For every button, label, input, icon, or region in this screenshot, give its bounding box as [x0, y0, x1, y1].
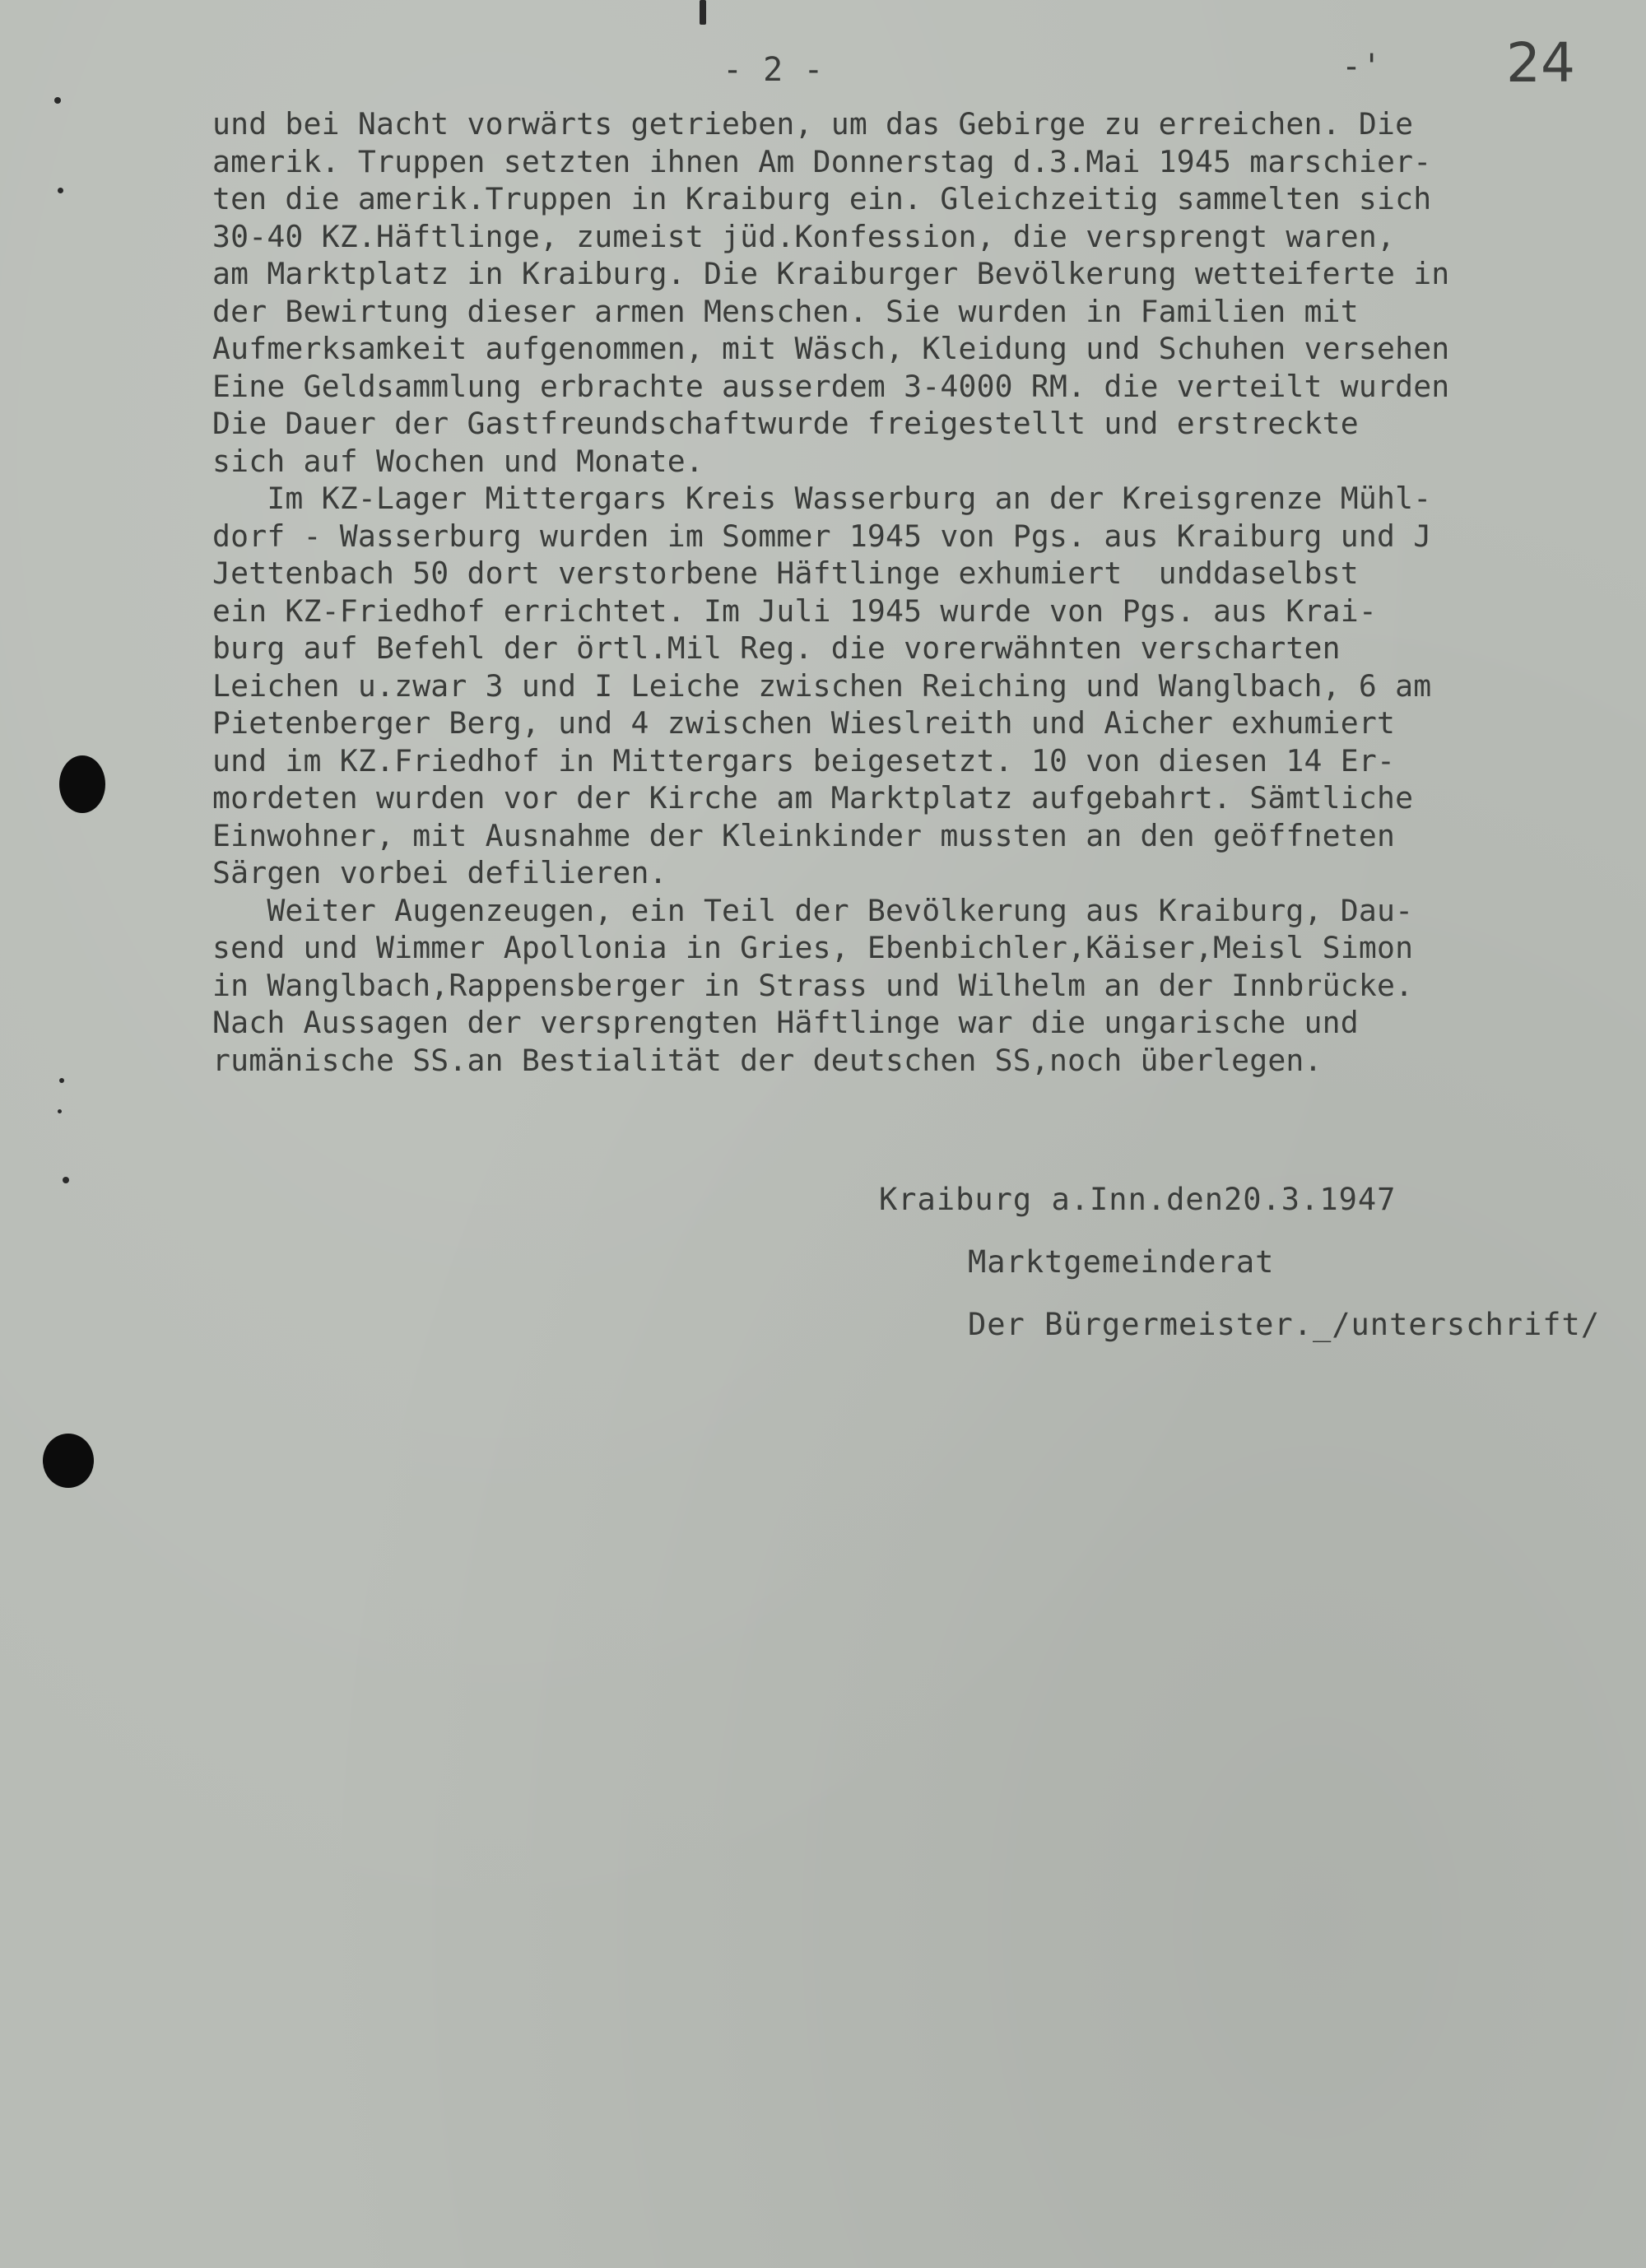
signature-block: [879, 1169, 1600, 1356]
corner-mark: -': [1341, 48, 1383, 86]
body-line: ein KZ-Friedhof errichtet. Im Juli 1945 wurde von Pgs. aus Krai-: [212, 593, 1377, 629]
folio-number: 24: [1506, 31, 1575, 95]
margin-speck: [58, 1109, 62, 1113]
body-line: Nach Aussagen der versprengten Häftlinge war die ungarische und: [212, 1005, 1359, 1040]
body-line: amerik. Truppen setzten ihnen Am Donnerstag d.3.Mai 1945 marschier-: [212, 143, 1432, 179]
body-line: am Marktplatz in Kraiburg. Die Kraiburger Bevölkerung wetteiferte in: [212, 256, 1450, 291]
body-line: Jettenbach 50 dort verstorbene Häftlinge exhumiert unddaselbst: [212, 555, 1359, 591]
body-line: mordeten wurden vor der Kirche am Marktplatz aufgebahrt. Sämtliche: [212, 780, 1414, 816]
body-line: Aufmerksamkeit aufgenommen, mit Wäsch, Kleidung und Schuhen versehen: [212, 331, 1450, 366]
body-text: [212, 105, 1646, 1079]
body-line: der Bewirtung dieser armen Menschen. Sie wurden in Familien mit: [212, 293, 1359, 329]
body-line: Weiter Augenzeugen, ein Teil der Bevölkerung aus Kraiburg, Dau-: [212, 892, 1414, 928]
body-line: 30-40 KZ.Häftlinge, zumeist jüd.Konfession, die versprengt waren,: [212, 218, 1396, 254]
body-line: Die Dauer der Gastfreundschaftwurde freigestellt und erstreckte: [212, 406, 1359, 441]
punch-hole-upper: [59, 755, 105, 813]
body-line: dorf - Wasserburg wurden im Sommer 1945 von Pgs. aus Kraiburg und J: [212, 518, 1432, 554]
margin-speck: [58, 188, 63, 193]
body-line: Einwohner, mit Ausnahme der Kleinkinder mussten an den geöffneten: [212, 817, 1396, 853]
margin-speck: [59, 1078, 64, 1083]
punch-hole-lower: [43, 1434, 94, 1488]
body-line: send und Wimmer Apollonia in Gries, Ebenbichler,Käiser,Meisl Simon: [212, 930, 1414, 965]
body-line: rumänische SS.an Bestialität der deutschen SS,noch überlegen.: [212, 1042, 1323, 1078]
body-line: Im KZ-Lager Mittergars Kreis Wasserburg an der Kreisgrenze Mühl-: [212, 481, 1432, 516]
body-line: in Wanglbach,Rappensberger in Strass und Wilhelm an der Innbrücke.: [212, 967, 1414, 1003]
body-line: Pietenberger Berg, und 4 zwischen Wieslreith und Aicher exhumiert: [212, 705, 1396, 741]
place-date: Kraiburg a.Inn.den20.3.1947: [879, 1182, 1397, 1217]
council-name: Marktgemeinderat: [968, 1244, 1275, 1280]
mayor-signature: Der Bürgermeister._/unterschrift/: [968, 1307, 1601, 1342]
body-line: Eine Geldsammlung erbrachte ausserdem 3-4000 RM. die verteilt wurden: [212, 368, 1450, 404]
margin-speck: [54, 97, 61, 104]
body-line: burg auf Befehl der örtl.Mil Reg. die vorerwähnten verscharten: [212, 630, 1341, 666]
margin-speck: [63, 1177, 69, 1183]
body-line: Leichen u.zwar 3 und I Leiche zwischen Reiching und Wanglbach, 6 am: [212, 667, 1432, 704]
body-line: sich auf Wochen und Monate.: [212, 443, 704, 479]
body-line: ten die amerik.Truppen in Kraiburg ein. Gleichzeitig sammelten sich: [212, 181, 1432, 216]
page-number: - 2 -: [723, 51, 824, 89]
body-line: und bei Nacht vorwärts getrieben, um das Gebirge zu erreichen. Die: [212, 106, 1414, 142]
top-edge-mark: [700, 0, 706, 25]
body-line: Särgen vorbei defilieren.: [212, 855, 667, 890]
body-line: und im KZ.Friedhof in Mittergars beigesetzt. 10 von diesen 14 Er-: [212, 742, 1396, 778]
